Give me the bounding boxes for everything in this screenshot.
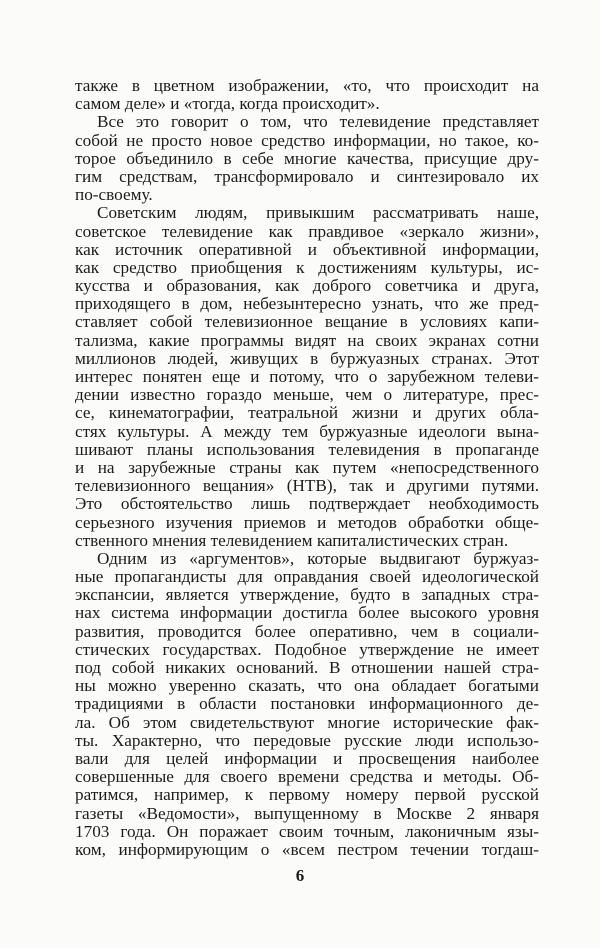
text-line: экспансии, является утверждение, будто в западных стра- bbox=[75, 585, 539, 605]
text-line: ты. Характерно, что передовые русские люди использо- bbox=[75, 730, 539, 750]
text-line: совершенные для своего времени средства и методы. Об- bbox=[75, 767, 539, 787]
text-line: собой не просто новое средство информации, но такое, ко- bbox=[75, 130, 539, 150]
text-line: Все это говорит о том, что телевидение представляет bbox=[97, 112, 539, 132]
text-line: стических государствах. Подобное утверждение не имеет bbox=[75, 639, 539, 659]
text-line: ставляет собой телевизионное вещание в условиях капи- bbox=[75, 312, 539, 332]
text-line: газеты «Ведомости», выпущенному в Москве 2 января bbox=[75, 803, 539, 823]
text-line: дении известно гораздо меньше, чем о литературе, прес- bbox=[75, 385, 539, 405]
text-line: гим средствам, трансформировало и синтезировало их bbox=[75, 166, 539, 186]
paragraph bbox=[75, 113, 539, 204]
text-line: под собой никаких оснований. В отношении нашей стра- bbox=[75, 658, 539, 677]
text-line: телевизионного вещания» (НТВ), так и другими путями. bbox=[75, 476, 539, 496]
paragraph bbox=[75, 204, 539, 550]
text-line: по-своему. bbox=[75, 185, 153, 205]
text-line: серьезного изучения приемов и методов обработки обще- bbox=[75, 512, 539, 532]
paragraph bbox=[75, 77, 539, 113]
text-line: также в цветном изображении, «то, что происходит на bbox=[75, 76, 539, 95]
text-line: ла. Об этом свидетельствуют многие исторические фак- bbox=[75, 712, 539, 732]
text-line: Советским людям, привыкшим рассматривать наше, bbox=[97, 203, 539, 223]
text-line: как средство приобщения к достижениям культуры, ис- bbox=[75, 257, 539, 277]
text-line: 1703 года. Он поражает своим точным, лаконичным язы- bbox=[75, 821, 539, 841]
book-page-text bbox=[75, 77, 539, 859]
text-line: как источник оперативной и объективной информации, bbox=[75, 239, 539, 259]
text-line: нах система информации достигла более высокого уровня bbox=[75, 603, 539, 623]
paragraph bbox=[75, 550, 539, 859]
text-line: приходящего в дом, небезынтересно узнать, что же пред- bbox=[75, 294, 539, 314]
text-line: Одним из «аргументов», которые выдвигают буржуаз- bbox=[97, 548, 539, 568]
text-line: интерес понятен еще и потому, что о зарубежном телеви- bbox=[75, 367, 539, 386]
text-line: ком, информирующим о «всем пестром течении тогдаш- bbox=[75, 839, 539, 859]
text-line: и на зарубежные страны как путем «непосредственного bbox=[75, 457, 539, 477]
text-line: торое объединило в себе многие качества, присущие дру- bbox=[75, 148, 539, 168]
text-line: Это обстоятельство лишь подтверждает необходимость bbox=[75, 494, 539, 514]
text-line: стях культуры. А между тем буржуазные идеологи вына- bbox=[75, 421, 539, 441]
text-line: ны можно уверенно сказать, что она обладает богатыми bbox=[75, 676, 539, 696]
text-line: вали для целей информации и просвещения наиболее bbox=[75, 748, 539, 768]
text-line: традициями в области постановки информационного де- bbox=[75, 694, 539, 714]
text-line: развития, проводится более оперативно, чем в социали- bbox=[75, 621, 539, 641]
text-line: советское телевидение как правдивое «зеркало жизни», bbox=[75, 221, 539, 241]
text-line: ственного мнения телевидением капиталистических стран. bbox=[75, 530, 509, 550]
text-line: миллионов людей, живущих в буржуазных странах. Этот bbox=[75, 348, 539, 368]
text-line: тализма, какие программы видят на своих экранах сотни bbox=[75, 330, 539, 350]
text-line: ные пропагандисты для оправдания своей идеологической bbox=[75, 567, 539, 587]
text-line: се, кинематографии, театральной жизни и других обла- bbox=[75, 403, 539, 423]
text-line: шивают планы использования телевидения в пропаганде bbox=[75, 439, 539, 459]
text-line: кусства и образования, как доброго советчика и друга, bbox=[75, 276, 539, 296]
text-line: самом деле» и «тогда, когда происходит». bbox=[75, 94, 380, 114]
text-line: ратимся, например, к первому номеру первой русской bbox=[75, 785, 539, 805]
page-number: 6 bbox=[295, 866, 305, 885]
